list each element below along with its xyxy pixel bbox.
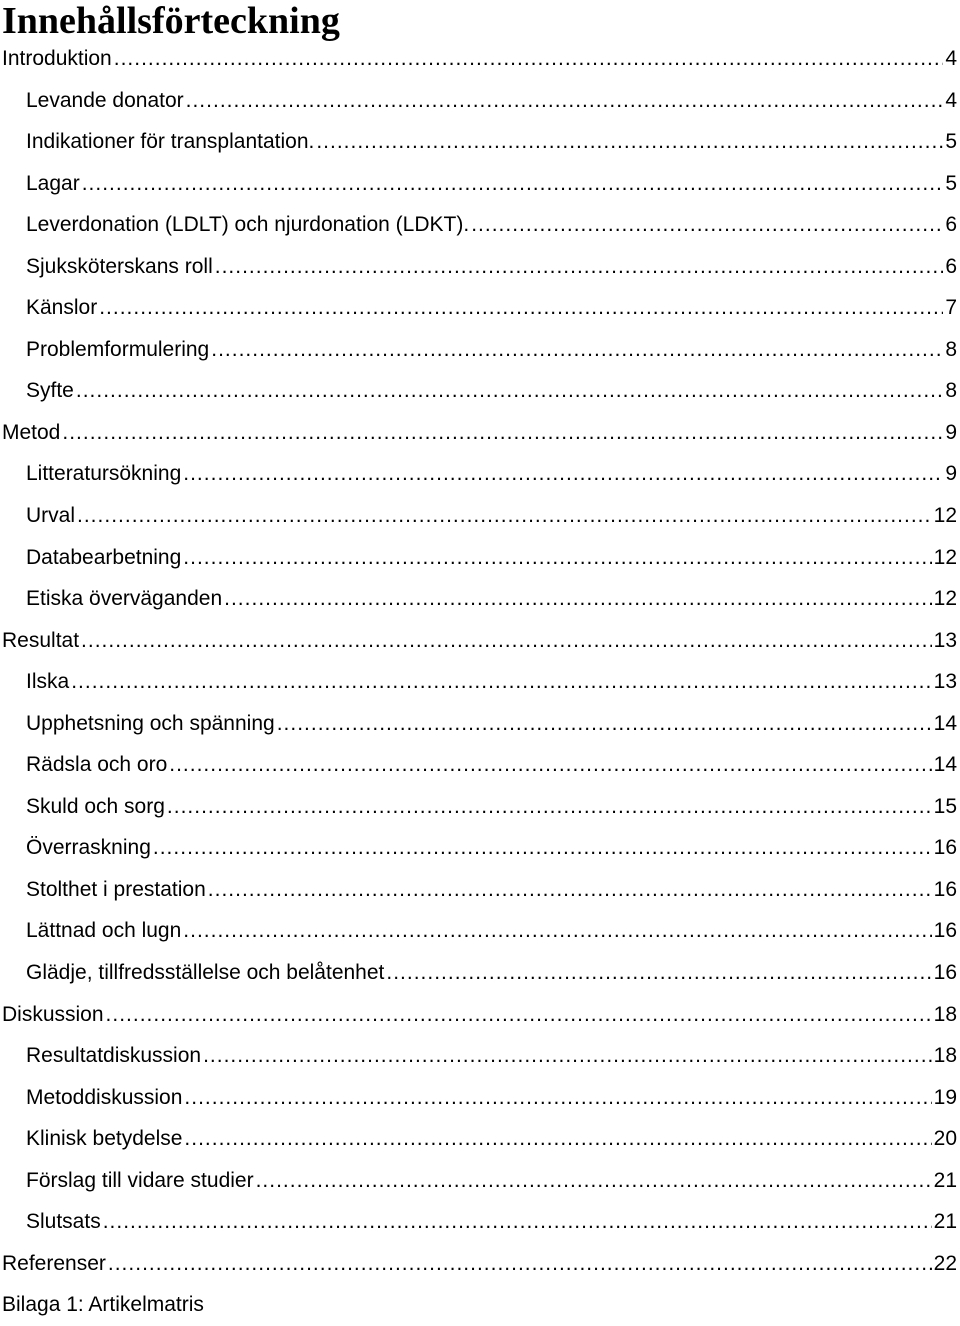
toc-entry-page-number: 4	[945, 88, 957, 112]
toc-entry-label: Metod	[2, 420, 61, 444]
toc-entry-label: Metoddiskussion	[26, 1085, 183, 1109]
toc-entry-page-number: 18	[933, 1002, 957, 1026]
toc-entry-label: Litteratursökning	[26, 462, 182, 486]
toc-dot-leader	[106, 994, 932, 1036]
toc-dot-leader	[184, 1118, 931, 1160]
toc-dot-leader	[153, 827, 932, 869]
toc-entry-label: Syfte	[26, 379, 74, 403]
toc-entry-page-number: 20	[933, 1127, 957, 1151]
toc-entry-page-number: 5	[945, 171, 957, 195]
toc-entry-label: Etiska överväganden	[26, 587, 223, 611]
toc-entry[interactable]	[0, 952, 960, 994]
toc-entry-label: Leverdonation (LDLT) och njurdonation (LDKT).	[26, 213, 470, 237]
toc-entry-label: Urval	[26, 504, 76, 528]
toc-dot-leader	[103, 1201, 932, 1243]
toc-entry[interactable]	[0, 412, 960, 454]
toc-entry-page-number: 12	[933, 587, 957, 611]
toc-entry[interactable]	[0, 994, 960, 1036]
toc-dot-leader	[471, 204, 943, 246]
toc-entry-label: Diskussion	[2, 1002, 104, 1026]
toc-entry-label: Resultat	[2, 628, 80, 652]
toc-entry-page-number: 8	[945, 379, 957, 403]
toc-entry-page-number: 6	[945, 213, 957, 237]
toc-entry[interactable]	[0, 1243, 960, 1285]
toc-dot-leader	[316, 121, 943, 163]
toc-entry[interactable]	[0, 121, 960, 163]
toc-entry[interactable]	[0, 453, 960, 495]
toc-dot-leader	[82, 163, 944, 205]
toc-entry[interactable]	[0, 1201, 960, 1243]
toc-entry-page-number: 14	[933, 753, 957, 777]
toc-entry-page-number: 9	[945, 420, 957, 444]
toc-entry-label: Sjuksköterskans roll	[26, 254, 213, 278]
toc-entry-page-number: 5	[945, 130, 957, 154]
toc-dot-leader	[81, 620, 932, 662]
toc-entry[interactable]	[0, 38, 960, 80]
toc-entry-page-number: 21	[933, 1210, 957, 1234]
toc-entry-page-number: 16	[933, 877, 957, 901]
toc-entry-label: Förslag till vidare studier	[26, 1168, 254, 1192]
toc-entry[interactable]	[0, 246, 960, 288]
toc-entry-page-number: 19	[933, 1085, 957, 1109]
toc-entry[interactable]	[0, 620, 960, 662]
toc-entry[interactable]	[0, 786, 960, 828]
toc-dot-leader	[167, 786, 932, 828]
toc-entry-page-number: 12	[933, 545, 957, 569]
toc-title: Innehållsförteckning	[2, 0, 340, 42]
toc-entry-page-number: 16	[933, 919, 957, 943]
toc-entry[interactable]	[0, 1160, 960, 1202]
toc-dot-leader	[183, 537, 931, 579]
toc-dot-leader	[108, 1243, 932, 1285]
toc-dot-leader	[215, 246, 944, 288]
toc-entry-page-number: 7	[945, 296, 957, 320]
toc-entry-label: Ilska	[26, 670, 70, 694]
toc-entry[interactable]	[0, 744, 960, 786]
toc-entry-label: Känslor	[26, 296, 98, 320]
toc-dot-leader	[77, 495, 932, 537]
toc-entry-page-number: 21	[933, 1168, 957, 1192]
toc-dot-leader	[169, 744, 931, 786]
toc-entry-label: Referenser	[2, 1251, 106, 1275]
toc-dot-leader	[211, 329, 943, 371]
toc-entry-label: Indikationer för transplantation.	[26, 130, 315, 154]
toc-entry-page-number: 16	[933, 961, 957, 985]
toc-entry-label: Bilaga 1: Artikelmatris	[2, 1293, 204, 1317]
toc-entry-label: Upphetsning och spänning	[26, 711, 275, 735]
toc-entry-label: Klinisk betydelse	[26, 1127, 183, 1151]
toc-entry-page-number: 12	[933, 504, 957, 528]
toc-entry[interactable]	[0, 1035, 960, 1077]
toc-dot-leader	[183, 453, 943, 495]
toc-entry[interactable]	[0, 578, 960, 620]
toc-entry[interactable]	[0, 1118, 960, 1160]
toc-entry-label: Skuld och sorg	[26, 794, 165, 818]
toc-dot-leader	[256, 1160, 932, 1202]
toc-entry-page-number: 13	[933, 670, 957, 694]
toc-entry-label: Slutsats	[26, 1210, 101, 1234]
toc-entry-label: Stolthet i prestation	[26, 877, 206, 901]
toc-entry-label: Databearbetning	[26, 545, 182, 569]
toc-entry-label: Lättnad och lugn	[26, 919, 182, 943]
toc-entry-page-number: 8	[945, 337, 957, 361]
toc-dot-leader	[203, 1035, 932, 1077]
toc-entry[interactable]	[0, 1077, 960, 1119]
toc-entry-page-number: 18	[933, 1044, 957, 1068]
toc-entry-label: Resultatdiskussion	[26, 1044, 202, 1068]
toc-entry[interactable]	[0, 80, 960, 122]
toc-entry[interactable]	[0, 869, 960, 911]
toc-entry-label: Introduktion	[2, 47, 112, 70]
toc-entry-page-number: 4	[945, 47, 957, 70]
toc-dot-leader	[186, 80, 944, 122]
toc-entry-page-number: 9	[945, 462, 957, 486]
toc-entry-label: Levande donator	[26, 88, 184, 112]
toc-dot-leader	[99, 287, 943, 329]
toc-entry[interactable]	[0, 163, 960, 205]
toc-entry[interactable]	[0, 703, 960, 745]
toc-entry-page-number: 13	[933, 628, 957, 652]
toc-entry-label: Lagar	[26, 171, 80, 195]
toc-entry-label: Rädsla och oro	[26, 753, 168, 777]
toc-dot-leader	[183, 910, 931, 952]
toc-entry-label: Glädje, tillfredsställelse och belåtenhet	[26, 961, 385, 985]
toc-entry[interactable]	[0, 495, 960, 537]
toc-entry[interactable]	[0, 661, 960, 703]
toc-dot-leader	[277, 703, 932, 745]
toc-entry[interactable]	[0, 910, 960, 952]
toc-dot-leader	[208, 869, 932, 911]
toc-entry[interactable]	[0, 204, 960, 246]
toc-dot-leader	[386, 952, 931, 994]
toc-entry[interactable]	[0, 537, 960, 579]
toc-entry-label: Överraskning	[26, 836, 151, 860]
toc-dot-leader	[184, 1077, 931, 1119]
toc-dot-leader	[114, 38, 944, 80]
toc-entry-page-number: 15	[933, 794, 957, 818]
toc-entry-page-number: 22	[933, 1251, 957, 1275]
toc-entry-page-number: 14	[933, 711, 957, 735]
toc-entry[interactable]	[0, 1284, 960, 1326]
toc-entry-label: Problemformulering	[26, 337, 210, 361]
toc-entry[interactable]	[0, 329, 960, 371]
toc-entry[interactable]	[0, 370, 960, 412]
toc-entry[interactable]	[0, 287, 960, 329]
toc-dot-leader	[62, 412, 943, 454]
toc-dot-leader	[76, 370, 943, 412]
toc-entry[interactable]	[0, 827, 960, 869]
toc-entry-page-number: 16	[933, 836, 957, 860]
toc-dot-leader	[71, 661, 931, 703]
toc-list	[0, 38, 960, 1326]
toc-entry-page-number: 6	[945, 254, 957, 278]
toc-dot-leader	[224, 578, 932, 620]
